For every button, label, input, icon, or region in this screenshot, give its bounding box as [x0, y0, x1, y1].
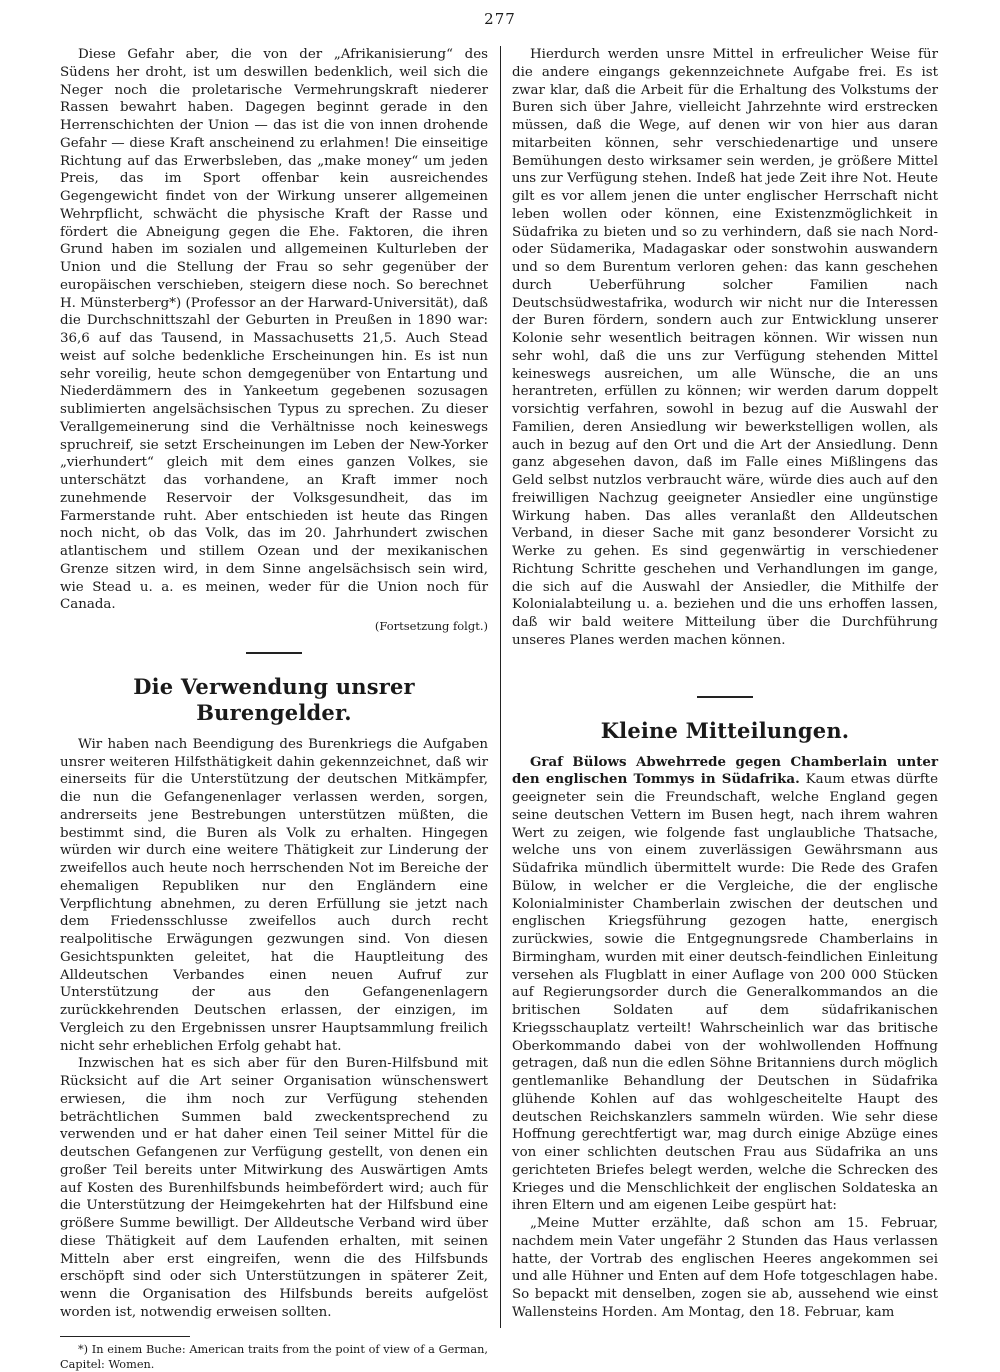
footnote-rule — [60, 1336, 190, 1337]
right-column — [512, 46, 938, 1322]
quoted-letter: „Meine Mutter erzählte, daß schon am 15. Februar, nachdem mein Vater ungefähr 2 Stunden das Haus verlassen hatte, der Vortrab des englischen Heeres angekommen sei und alle Hühner und Enten auf dem Hofe totgeschlagen habe. So bepackt mit denselben, zogen sie ab, aussehend wie einst Wallensteins Horden. Am Montag, den 18. Februar, kam — [512, 1216, 938, 1320]
continued-paragraph: Diese Gefahr aber, die von der „Afrikanisierung“ des Südens her droht, ist um deswillen bedenklich, weil sich die Neger noch die proletarische Vermehrungskraft niederer Rassen bewahrt haben. Dagegen beginnt gerade in den Herrenschichten der Union — das ist die von innen drohende Gefahr — diese Kraft anscheinend zu erlahmen! Die einseitige Richtung auf das Erwerbsleben, das „make money“ um jeden Preis, das im Sport offenbar kein ausreichendes Gegengewicht findet von der Wirkung unserer allgemeinen Wehrpflicht, schwächt die physische Kraft der Rasse und fördert die Abneigung gegen die Ehe. Faktoren, die ihren Grund haben im sozialen und allgemeinen Kulturleben der Union und die Stellung der Frau so sehr gegenüber der europäischen verschieben, steigern diese noch. So berechnet H. Münsterberg*) (Professor an der Harward-Universität), daß die Durchschnittszahl der Geburten in Preußen in 1890 war: 36,6 auf das Tausend, in Massachusetts 21,5. Auch Stead weist auf solche bedenkliche Erscheinungen hin. Es ist nun sehr voreilig, heute schon demgegenüber von Entartung und Niederdämmern des in Yankeetum gegebenen sozusagen sublimierten angelsächsischen Typus zu sprechen. Zu dieser Verallgemeinerung sind die Verhältnisse noch keineswegs spruchreif, sie setzt Erscheinungen im Leben der New-Yorker „vierhundert“ gleich mit dem eines ganzen Volkes, sie unterschätzt das vorhandene, an Kraft immer noch zunehmende Reservoir der Volksgesundheit, das im Farmerstande ruht. Aber entschieden ist heute das Ringen noch nicht, ob das Volk, das im 20. Jahrhundert zwischen atlantischem und stillem Ozean und der mexikanischen Grenze sitzen wird, in dem Sinne angelsächsisch sein wird, wie Stead u. a. es meinen, weder für die Union noch für Canada. — [60, 47, 488, 613]
section-divider — [697, 696, 753, 698]
article-paragraph: Wir haben nach Beendigung des Burenkriegs die Aufgaben unsrer weiteren Hilfsthätigkeit dahin gekennzeichnet, daß wir einerseits für die Unterstützung der deutschen Mitkämpfer, die nun die Gefangenenlager verlassen werden, sorgen, andrerseits jene Bestrebungen unterstützen müßten, die bestimmt sind, die Buren als Volk zu erhalten. Hingegen würden wir durch eine weitere Thätigkeit zur Linderung der zweifellos auch heute noch herrschenden Not im Bereiche der ehemaligen Republiken nur den Engländern eine Verpflichtung abnehmen, zu deren Erfüllung sie jetzt nach dem Friedensschlusse zweifellos auch durch recht realpolitische Erwägungen gezwungen sind. Von diesen Gesichtspunkten geleitet, hat die Hauptleitung des Alldeutschen Verbandes einen neuen Aufruf zur Unterstützung der aus den Gefangenenlagern zurückkehrenden Deutschen erlassen, der einzigen, im Vergleich zu den Ergebnissen unsrer Hauptsammlung freilich nicht sehr erheblichen Erfolg gehabt hat. — [60, 736, 488, 1054]
page-number: 277 — [484, 10, 516, 28]
news-item-title: Graf Bülows Abwehrrede gegen Chamberlain unter den englischen Tommys in Südafrika. — [512, 753, 938, 788]
news-item-body: Kaum etwas dürfte geeigneter sein die Freundschaft, welche England gegen seine deutschen Vettern im Busen hegt, nach ihrem wahren Wert zu zeigen, wie folgende fast unglaubliche Thatsache, welche uns von einem zuverlässigen Gewährsmann aus Südafrika mündlich übermittelt wurde: Die Rede des Grafen Bülow, in welcher er die Vergleiche, die der englische Kolonialminister Chamberlain zwischen der deutschen und englischen Kriegsführung gezogen hatte, energisch zurückwies, sowie die Entgegnungsrede Chamberlains in Birmingham, wurden mit einer deutsch-feindlichen Einleitung versehen als Flugblatt in einer Auflage von 200 000 Stücken auf Regierungsorder durch die Generalkommandos an die britischen Soldaten auf dem südafrikanischen Kriegsschauplatz verteilt! Wahrscheinlich war das britische Oberkommando dabei von der wohlwollenden Hoffnung getragen, daß nun die edlen Söhne Britanniens durch möglich gentlemanlike Behandlung der Deutschen in Südafrika glühende Kohlen auf das wohlgescheitelte Haupt des deutschen Reichskanzlers sammeln würden. Wie sehr diese Hoffnung gerechtfertigt war, mag durch einige Abzüge eines von einer schlichten deutschen Frau aus Südafrika an uns gerichteten Briefes belegt werden, welche die Schrecken des Krieges und die Menschlichkeit der englischen Soldateska an ihren Eltern und am eigenen Leibe gespürt hat: — [512, 772, 938, 1214]
section-heading: Kleine Mitteilungen. — [600, 717, 850, 743]
continuation-note: (Fortsetzung folgt.) — [374, 619, 488, 633]
column-divider — [500, 46, 501, 1328]
article-paragraph: Inzwischen hat es sich aber für den Buren-Hilfsbund mit Rücksicht auf die Art seiner Organisation wünschenswert erwiesen, die ihm noch zur Verfügung stehenden beträchtlichen Summen bald zweckentsprechend zu verwenden und er hat daher einen Teil seiner Mittel für die deutschen Gefangenen zur Verfügung gestellt, von denen ein großer Teil bereits unter Mitwirkung des Auswärtigen Amts auf Kosten des Burenhilfsbunds heimbefördert wird; auch für die Unterstützung der Heimgekehrten hat der Hilfsbund eine größere Summe bewilligt. Der Alldeutsche Verband wird über diese Thätigkeit auf dem Laufenden erhalten, mit seinen Mitteln aber erst eingreifen, wenn die des Hilfsbunds erschöpft sind oder sich Unterstützungen in späterer Zeit, wenn die Organisation des Hilfsbunds bereits aufgelöst worden ist, notwendig erweisen sollten. — [60, 1056, 488, 1320]
news-item — [512, 754, 938, 1216]
section-divider — [246, 652, 302, 654]
footnote: *) In einem Buche: American traits from the point of view of a German, Capitel: Women. — [60, 1342, 488, 1371]
article-heading: Die Verwendung unsrer Burengelder. — [133, 673, 415, 725]
left-column — [60, 46, 488, 1372]
continued-paragraph: Hierdurch werden unsre Mittel in erfreulicher Weise für die andere eingangs gekennzeichnete Aufgabe frei. Es ist zwar klar, daß die Arbeit für die Erhaltung des Volkstums der Buren sich über Jahre, vielleicht Jahrzehnte wird erstrecken müssen, daß die Wege, auf denen wir von hier aus daran mitarbeiten können, sehr verschiedenartige und unsere Bemühungen desto wirksamer sein werden, je größere Mittel uns zur Verfügung stehen. Indeß hat jede Zeit ihre Not. Heute gilt es vor allem jenen die unter englischer Herrschaft nicht leben wollen oder können, eine Existenzmöglichkeit in Südafrika zu bieten und so zu verhindern, daß sie nach Nord- oder Südamerika, Madagaskar oder sonstwohin auswandern und so dem Burentum verloren gehen: das kann geschehen durch Ueberführung solcher Familien nach Deutschsüdwestafrika, wodurch wir nicht nur die Interessen der Buren fördern, sondern auch zur Entwicklung unserer Kolonie sehr wesentlich beitragen können. Wir wissen nun sehr wohl, daß die uns zur Verfügung stehenden Mittel keineswegs ausreichen, um alle Wünsche, die an uns herantreten, erfüllen zu können; wir werden darum doppelt vorsichtig verfahren, sowohl in bezug auf die Auswahl der Familien, deren Ansiedlung wir bewerkstelligen wollen, als auch in bezug auf den Ort und die Art der Ansiedlung. Denn ganz abgesehen davon, daß im Falle eines Mißlingens das Geld selbst nutzlos verbraucht wäre, würde dies auch auf den freiwilligen Nachzug geeigneter Ansiedler eine ungünstige Wirkung haben. Das alles veranlaßt den Alldeutschen Verband, in dieser Sache mit ganz besonderer Vorsicht zu Werke zu gehen. Es sind gegenwärtig in verschiedener Richtung Schritte geschehen und Verhandlungen im gange, die sich auf die Auswahl der Ansiedler, die Mithilfe der Kolonialabteilung u. a. beziehen und die uns erhoffen lassen, daß wir bald weitere Mitteilung über die Durchführung unseres Planes werden machen können. — [512, 47, 938, 648]
